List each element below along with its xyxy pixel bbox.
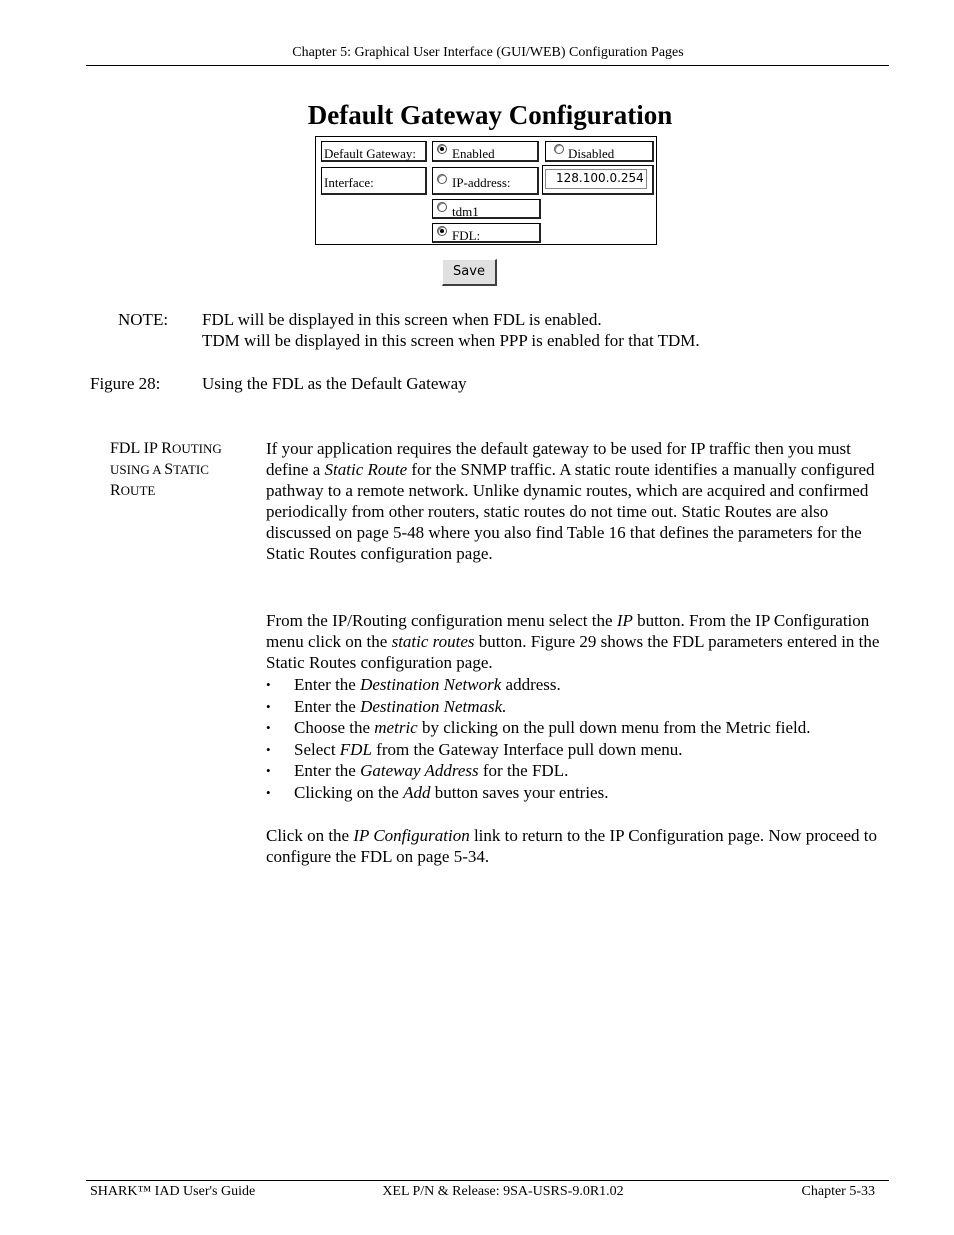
list-item (266, 717, 880, 739)
list-item (266, 782, 880, 804)
figure-caption-text: Using the FDL as the Default Gateway (202, 374, 467, 393)
interface-ip-label: IP-address: (452, 175, 511, 190)
interface-ip-option[interactable] (432, 167, 539, 195)
list-item-text: Enter the (294, 761, 361, 780)
footer-left: SHARK™ IAD User's Guide (90, 1184, 256, 1199)
note-label: NOTE: (118, 310, 169, 329)
list-item-emphasis: Gateway Address (360, 761, 479, 780)
list-item-emphasis: Destination Network (360, 675, 502, 694)
paragraph-text: for the SNMP traffic. A static route identifies a manually configured pathway to a remote network. Unlike dynamic routes, which are acquired and confirmed periodically from other routers, static routes do not time out. Static Routes are also discussed on page 5-48 where you also find Table 16 that defines the parameters for the Static Routes configuration page. (266, 460, 875, 563)
list-item-text: Clicking on the (294, 782, 404, 802)
ip-address-cell (542, 165, 654, 195)
paragraph-text: button. From the IP Configuration menu click on the (266, 611, 870, 651)
paragraph-text: From the IP/Routing configuration menu select the (266, 611, 617, 630)
section-side-heading (110, 438, 260, 501)
list-item-emphasis: FDL (339, 739, 372, 759)
steps-list (266, 674, 880, 803)
list-item (266, 674, 880, 696)
list-item-text: for the FDL. (478, 761, 569, 780)
figure-caption-label: Figure 28: (90, 374, 161, 393)
list-item (266, 696, 880, 718)
side-heading-part: OUTING (171, 441, 222, 456)
default-gateway-label: Default Gateway: (324, 146, 417, 161)
list-item-emphasis: metric (374, 718, 418, 737)
side-heading-part: FDL IP R (110, 440, 172, 457)
paragraph-text: Click on the (266, 826, 354, 845)
paragraph-text: button. Figure 29 shows the FDL parameters entered in the Static Routes configuration page. (266, 632, 880, 672)
interface-label: Interface: (324, 175, 374, 190)
side-heading-part: TATIC (173, 462, 209, 477)
list-item-text: Enter the (294, 696, 361, 716)
interface-tdm1-option[interactable] (432, 199, 541, 219)
list-item-text: address. (501, 675, 561, 694)
paragraph-static-route (266, 438, 880, 564)
gateway-enabled-option[interactable] (432, 141, 539, 162)
list-item-emphasis: Destination Netmask. (360, 696, 507, 716)
gateway-disabled-label: Disabled (568, 146, 615, 161)
list-item-text: Choose the (294, 718, 375, 737)
header-rule (86, 65, 889, 66)
footer-rule (86, 1180, 889, 1181)
default-gateway-form (315, 136, 657, 245)
paragraph-emphasis: IP Configuration (353, 826, 470, 845)
interface-label-cell (321, 167, 427, 195)
paragraph-emphasis: IP (616, 611, 633, 630)
paragraph-text: If your application requires the default gateway to be used for IP traffic then you must define a (266, 439, 851, 479)
side-heading-part: USING A (110, 462, 165, 477)
side-heading-part: R (110, 482, 121, 499)
running-header: Chapter 5: Graphical User Interface (GUI/WEB) Configuration Pages (292, 45, 684, 60)
footer-right: Chapter 5-33 (801, 1184, 875, 1199)
paragraph-text: link to return to the IP Configuration page. Now proceed to configure the FDL on page 5-34. (266, 826, 877, 866)
paragraph-ip-routing-menu (266, 610, 880, 673)
list-item-text: Enter the (294, 675, 361, 694)
side-heading-part: S (164, 461, 174, 478)
list-item-text: Select (294, 739, 340, 759)
list-item-emphasis: Add (403, 782, 431, 802)
gateway-disabled-radio[interactable] (554, 144, 564, 154)
list-item (266, 739, 880, 761)
interface-fdl-option[interactable] (432, 223, 541, 243)
ip-address-input[interactable]: 128.100.0.254 (545, 169, 647, 189)
paragraph-return-link (266, 825, 880, 867)
save-button[interactable]: Save (442, 259, 497, 286)
interface-fdl-radio[interactable] (437, 226, 447, 236)
paragraph-emphasis: Static Route (324, 460, 408, 479)
default-gateway-label-cell (321, 141, 427, 162)
interface-tdm1-radio[interactable] (437, 202, 447, 212)
interface-tdm1-label: tdm1 (452, 204, 479, 219)
note-line-1: FDL will be displayed in this screen when FDL is enabled. (202, 310, 602, 329)
gateway-enabled-radio[interactable] (437, 144, 447, 154)
gateway-disabled-option[interactable] (545, 141, 654, 162)
list-item-text: button saves your entries. (430, 782, 609, 802)
list-item (266, 760, 880, 782)
gateway-enabled-label: Enabled (452, 146, 495, 161)
figure-title: Default Gateway Configuration (307, 100, 673, 130)
list-item-text: by clicking on the pull down menu from the Metric field. (417, 718, 811, 737)
interface-fdl-label: FDL: (452, 228, 481, 243)
interface-ip-radio[interactable] (437, 174, 447, 184)
side-heading-part: OUTE (120, 483, 156, 498)
note-line-2: TDM will be displayed in this screen when PPP is enabled for that TDM. (202, 331, 700, 350)
paragraph-emphasis: static routes (391, 632, 475, 651)
footer-center: XEL P/N & Release: 9SA-USRS-9.0R1.02 (382, 1184, 624, 1199)
list-item-text: from the Gateway Interface pull down menu. (371, 739, 683, 759)
